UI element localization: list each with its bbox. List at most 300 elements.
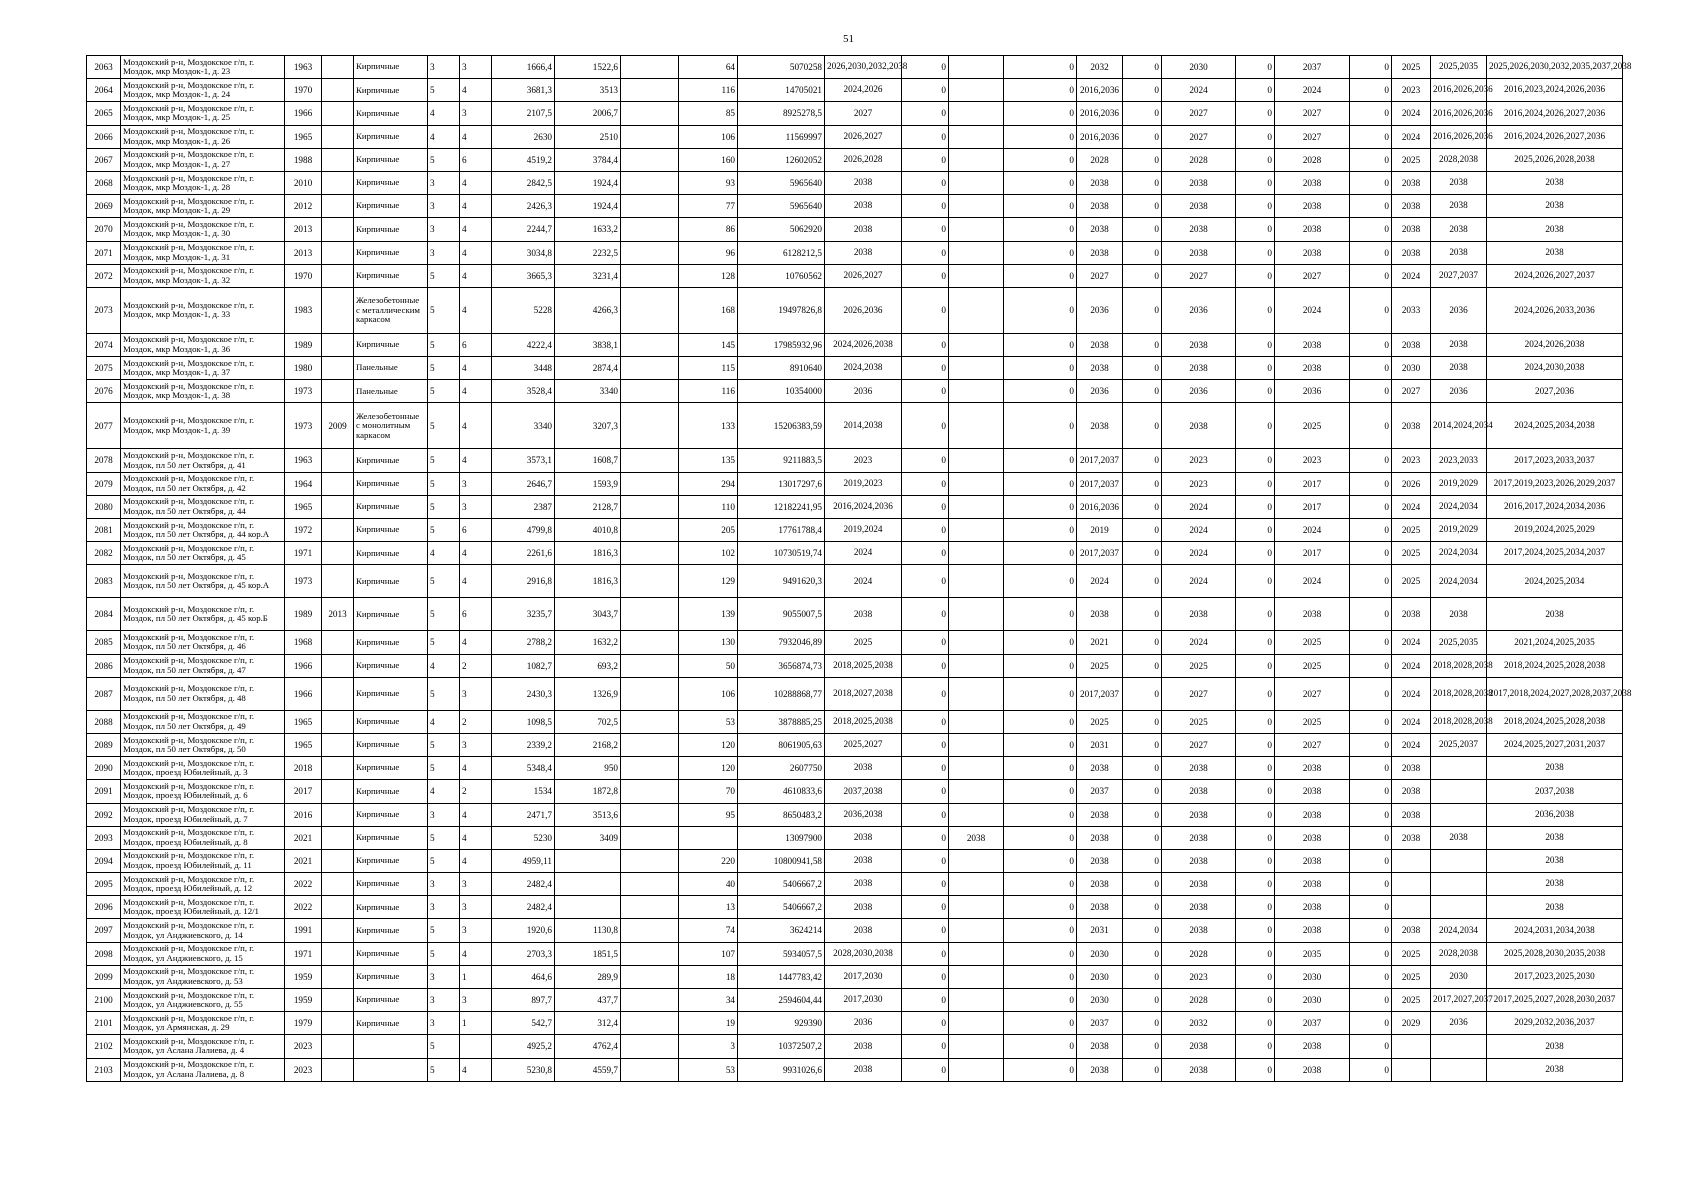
cell-year-built: 2013 <box>285 218 322 241</box>
cell-flag-d: 0 <box>1236 873 1275 896</box>
cell-flag-e: 0 <box>1350 1012 1392 1035</box>
cell-flag-b: 0 <box>1004 598 1077 631</box>
cell-year-a <box>949 803 1004 826</box>
cell-row-number: 2080 <box>87 495 121 518</box>
cell-year-a <box>949 989 1004 1012</box>
cell-year-reconstructed <box>322 873 354 896</box>
cell-years-all: 2018,2024,2025,2028,2038 <box>1487 710 1623 733</box>
cell-flag-d: 0 <box>1236 264 1275 287</box>
cell-wall-material: Кирпичные <box>354 849 428 872</box>
cell-year-c: 2038 <box>1162 826 1236 849</box>
cell-flag-c: 0 <box>1123 733 1162 756</box>
cell-flag-d: 0 <box>1236 287 1275 333</box>
cell-year-b: 2037 <box>1077 780 1123 803</box>
cell-flag-b: 0 <box>1004 896 1077 919</box>
cell-flag-c: 0 <box>1123 565 1162 598</box>
cell-flag-b: 0 <box>1004 803 1077 826</box>
cell-overhaul-years: 2018,2027,2038 <box>825 677 902 710</box>
cell-year-a <box>949 780 1004 803</box>
cell-address: Моздокский р-н, Моздокское г/п, г. Моздок, мкр Моздок-1, д. 24 <box>121 79 285 102</box>
cell-year-b: 2021 <box>1077 631 1123 654</box>
cell-residents: 135 <box>679 449 738 472</box>
cell-years-all: 2027,2036 <box>1487 380 1623 403</box>
cell-year-a <box>949 287 1004 333</box>
cell-flag-a: 0 <box>902 780 949 803</box>
cell-entrances: 3 <box>460 919 492 942</box>
cell-year-c: 2038 <box>1162 357 1236 380</box>
cell-year-d: 2038 <box>1275 171 1350 194</box>
cell-year-e: 2038 <box>1392 757 1431 780</box>
cell-flag-b: 0 <box>1004 826 1077 849</box>
cell-years-f: 2024,2034 <box>1431 495 1487 518</box>
cell-flag-e: 0 <box>1350 380 1392 403</box>
cell-area-extra <box>621 472 679 495</box>
cell-address: Моздокский р-н, Моздокское г/п, г. Моздок, ул Анджиевского, д. 15 <box>121 942 285 965</box>
cell-total-area: 2244,7 <box>492 218 555 241</box>
cell-year-d: 2038 <box>1275 598 1350 631</box>
table-row <box>87 677 1623 710</box>
cell-year-a <box>949 102 1004 125</box>
cell-flag-e: 0 <box>1350 218 1392 241</box>
cell-residents: 168 <box>679 287 738 333</box>
cell-row-number: 2081 <box>87 519 121 542</box>
cell-year-a <box>949 677 1004 710</box>
cell-floors: 3 <box>428 873 460 896</box>
cell-year-d: 2024 <box>1275 287 1350 333</box>
cell-area-extra <box>621 780 679 803</box>
cell-cost: 8061905,63 <box>738 733 825 756</box>
cell-year-b: 2036 <box>1077 287 1123 333</box>
cell-years-all: 2018,2024,2025,2028,2038 <box>1487 654 1623 677</box>
cell-flag-d: 0 <box>1236 942 1275 965</box>
cell-entrances: 3 <box>460 733 492 756</box>
cell-year-a <box>949 56 1004 79</box>
cell-cost: 17761788,4 <box>738 519 825 542</box>
cell-living-area: 1522,6 <box>555 56 621 79</box>
cell-floors: 5 <box>428 919 460 942</box>
cell-year-d: 2038 <box>1275 357 1350 380</box>
cell-flag-b: 0 <box>1004 264 1077 287</box>
cell-residents: 50 <box>679 654 738 677</box>
cell-year-b: 2024 <box>1077 565 1123 598</box>
cell-wall-material: Кирпичные <box>354 654 428 677</box>
cell-year-built: 2017 <box>285 780 322 803</box>
cell-year-a <box>949 849 1004 872</box>
cell-flag-a: 0 <box>902 965 949 988</box>
cell-year-e: 2023 <box>1392 79 1431 102</box>
cell-year-a <box>949 171 1004 194</box>
cell-flag-c: 0 <box>1123 757 1162 780</box>
cell-year-built: 1963 <box>285 56 322 79</box>
cell-entrances: 2 <box>460 710 492 733</box>
cell-years-f: 2028,2038 <box>1431 148 1487 171</box>
cell-year-built: 1971 <box>285 942 322 965</box>
cell-year-c: 2027 <box>1162 264 1236 287</box>
cell-years-all: 2029,2032,2036,2037 <box>1487 1012 1623 1035</box>
cell-flag-a: 0 <box>902 125 949 148</box>
cell-flag-a: 0 <box>902 873 949 896</box>
cell-years-all: 2038 <box>1487 598 1623 631</box>
cell-flag-d: 0 <box>1236 654 1275 677</box>
cell-years-all: 2017,2019,2023,2026,2029,2037 <box>1487 472 1623 495</box>
cell-flag-a: 0 <box>902 102 949 125</box>
cell-years-all: 2021,2024,2025,2035 <box>1487 631 1623 654</box>
cell-entrances: 4 <box>460 826 492 849</box>
cell-year-c: 2038 <box>1162 780 1236 803</box>
cell-year-reconstructed <box>322 333 354 356</box>
cell-flag-c: 0 <box>1123 449 1162 472</box>
cell-flag-e: 0 <box>1350 1035 1392 1058</box>
cell-floors: 5 <box>428 357 460 380</box>
cell-entrances: 6 <box>460 148 492 171</box>
cell-address: Моздокский р-н, Моздокское г/п, г. Моздок, пл 50 лет Октября, д. 42 <box>121 472 285 495</box>
cell-overhaul-years: 2024,2026 <box>825 79 902 102</box>
cell-floors: 5 <box>428 1035 460 1058</box>
cell-overhaul-years: 2025,2027 <box>825 733 902 756</box>
cell-living-area: 2232,5 <box>555 241 621 264</box>
cell-overhaul-years: 2026,2027 <box>825 264 902 287</box>
cell-year-built: 1979 <box>285 1012 322 1035</box>
cell-year-b: 2025 <box>1077 710 1123 733</box>
cell-years-f <box>1431 849 1487 872</box>
cell-flag-b: 0 <box>1004 495 1077 518</box>
cell-year-e: 2025 <box>1392 965 1431 988</box>
cell-year-reconstructed <box>322 631 354 654</box>
table-row <box>87 125 1623 148</box>
cell-area-extra <box>621 849 679 872</box>
cell-total-area: 1666,4 <box>492 56 555 79</box>
cell-entrances: 4 <box>460 287 492 333</box>
cell-living-area: 1608,7 <box>555 449 621 472</box>
cell-year-c: 2024 <box>1162 542 1236 565</box>
cell-cost: 10760562 <box>738 264 825 287</box>
cell-year-c: 2024 <box>1162 519 1236 542</box>
cell-year-e: 2025 <box>1392 565 1431 598</box>
cell-flag-d: 0 <box>1236 218 1275 241</box>
cell-year-b: 2028 <box>1077 148 1123 171</box>
cell-years-all: 2038 <box>1487 896 1623 919</box>
cell-total-area: 3340 <box>492 403 555 449</box>
cell-cost: 3656874,73 <box>738 654 825 677</box>
cell-flag-a: 0 <box>902 849 949 872</box>
cell-years-f: 2024,2034 <box>1431 542 1487 565</box>
cell-living-area: 1924,4 <box>555 195 621 218</box>
cell-years-f: 2038 <box>1431 218 1487 241</box>
cell-year-a <box>949 733 1004 756</box>
cell-row-number: 2097 <box>87 919 121 942</box>
cell-area-extra <box>621 195 679 218</box>
cell-flag-b: 0 <box>1004 710 1077 733</box>
cell-year-e: 2024 <box>1392 102 1431 125</box>
cell-flag-e: 0 <box>1350 542 1392 565</box>
cell-flag-d: 0 <box>1236 710 1275 733</box>
cell-total-area: 3235,7 <box>492 598 555 631</box>
table-row <box>87 1035 1623 1058</box>
cell-floors: 3 <box>428 218 460 241</box>
cell-year-e <box>1392 1035 1431 1058</box>
cell-flag-d: 0 <box>1236 565 1275 598</box>
cell-row-number: 2095 <box>87 873 121 896</box>
cell-years-f: 2024,2034 <box>1431 919 1487 942</box>
cell-address: Моздокский р-н, Моздокское г/п, г. Моздок, ул Аслана Лалиева, д. 4 <box>121 1035 285 1058</box>
cell-overhaul-years: 2026,2030,2032,2038 <box>825 56 902 79</box>
table-row <box>87 449 1623 472</box>
cell-area-extra <box>621 1035 679 1058</box>
cell-area-extra <box>621 380 679 403</box>
cell-area-extra <box>621 710 679 733</box>
cell-overhaul-years: 2036,2038 <box>825 803 902 826</box>
cell-year-b: 2036 <box>1077 380 1123 403</box>
cell-flag-d: 0 <box>1236 780 1275 803</box>
cell-wall-material: Кирпичные <box>354 942 428 965</box>
cell-flag-e: 0 <box>1350 989 1392 1012</box>
cell-year-d: 2017 <box>1275 495 1350 518</box>
cell-year-e: 2038 <box>1392 333 1431 356</box>
cell-residents: 110 <box>679 495 738 518</box>
table-row <box>87 333 1623 356</box>
cell-living-area: 1593,9 <box>555 472 621 495</box>
cell-area-extra <box>621 1058 679 1081</box>
cell-flag-c: 0 <box>1123 195 1162 218</box>
cell-year-built: 2016 <box>285 803 322 826</box>
cell-flag-c: 0 <box>1123 148 1162 171</box>
cell-flag-e: 0 <box>1350 287 1392 333</box>
cell-year-built: 1965 <box>285 710 322 733</box>
cell-year-built: 1965 <box>285 495 322 518</box>
cell-residents: 133 <box>679 403 738 449</box>
cell-row-number: 2067 <box>87 148 121 171</box>
cell-living-area: 2510 <box>555 125 621 148</box>
cell-area-extra <box>621 218 679 241</box>
cell-year-reconstructed <box>322 919 354 942</box>
cell-flag-a: 0 <box>902 631 949 654</box>
cell-wall-material: Кирпичные <box>354 125 428 148</box>
cell-wall-material: Кирпичные <box>354 519 428 542</box>
cell-address: Моздокский р-н, Моздокское г/п, г. Моздок, проезд Юбилейный, д. 6 <box>121 780 285 803</box>
cell-cost: 2607750 <box>738 757 825 780</box>
cell-year-built: 2010 <box>285 171 322 194</box>
table-row <box>87 873 1623 896</box>
cell-area-extra <box>621 495 679 518</box>
cell-flag-b: 0 <box>1004 357 1077 380</box>
cell-year-d: 2035 <box>1275 942 1350 965</box>
cell-year-c: 2038 <box>1162 403 1236 449</box>
cell-total-area: 2482,4 <box>492 873 555 896</box>
cell-total-area: 2426,3 <box>492 195 555 218</box>
cell-year-built: 1980 <box>285 357 322 380</box>
cell-entrances: 4 <box>460 449 492 472</box>
cell-floors: 5 <box>428 849 460 872</box>
cell-overhaul-years: 2038 <box>825 849 902 872</box>
cell-years-all: 2038 <box>1487 757 1623 780</box>
cell-flag-c: 0 <box>1123 403 1162 449</box>
cell-floors: 5 <box>428 826 460 849</box>
cell-year-e: 2038 <box>1392 195 1431 218</box>
cell-flag-b: 0 <box>1004 287 1077 333</box>
cell-year-c: 2038 <box>1162 849 1236 872</box>
cell-overhaul-years: 2019,2023 <box>825 472 902 495</box>
cell-year-e: 2038 <box>1392 919 1431 942</box>
cell-year-c: 2024 <box>1162 495 1236 518</box>
cell-overhaul-years: 2026,2036 <box>825 287 902 333</box>
cell-year-b: 2016,2036 <box>1077 79 1123 102</box>
cell-year-a <box>949 757 1004 780</box>
cell-floors: 4 <box>428 125 460 148</box>
cell-years-all: 2025,2026,2030,2032,2035,2037,2038 <box>1487 56 1623 79</box>
cell-living-area: 1924,4 <box>555 171 621 194</box>
cell-flag-e: 0 <box>1350 965 1392 988</box>
cell-row-number: 2090 <box>87 757 121 780</box>
table-row <box>87 780 1623 803</box>
table-row <box>87 241 1623 264</box>
cell-year-c: 2032 <box>1162 1012 1236 1035</box>
cell-year-a <box>949 195 1004 218</box>
cell-year-b: 2038 <box>1077 171 1123 194</box>
cell-years-f: 2036 <box>1431 287 1487 333</box>
cell-year-e: 2024 <box>1392 631 1431 654</box>
cell-year-d: 2038 <box>1275 896 1350 919</box>
cell-year-d: 2038 <box>1275 873 1350 896</box>
cell-flag-e: 0 <box>1350 757 1392 780</box>
cell-area-extra <box>621 542 679 565</box>
cell-years-f: 2014,2024,2034 <box>1431 403 1487 449</box>
cell-years-f <box>1431 757 1487 780</box>
cell-year-a <box>949 919 1004 942</box>
cell-year-e: 2038 <box>1392 218 1431 241</box>
cell-year-c: 2028 <box>1162 942 1236 965</box>
cell-year-reconstructed <box>322 195 354 218</box>
cell-address: Моздокский р-н, Моздокское г/п, г. Моздок, мкр Моздок-1, д. 37 <box>121 357 285 380</box>
cell-year-b: 2038 <box>1077 803 1123 826</box>
cell-residents: 40 <box>679 873 738 896</box>
cell-entrances: 4 <box>460 79 492 102</box>
cell-residents: 120 <box>679 733 738 756</box>
cell-year-built: 1970 <box>285 79 322 102</box>
cell-year-c: 2027 <box>1162 733 1236 756</box>
cell-residents: 102 <box>679 542 738 565</box>
cell-year-e: 2025 <box>1392 989 1431 1012</box>
cell-flag-d: 0 <box>1236 79 1275 102</box>
cell-flag-c: 0 <box>1123 919 1162 942</box>
cell-flag-d: 0 <box>1236 519 1275 542</box>
cell-address: Моздокский р-н, Моздокское г/п, г. Моздок, пл 50 лет Октября, д. 50 <box>121 733 285 756</box>
cell-residents: 160 <box>679 148 738 171</box>
cell-cost: 13097900 <box>738 826 825 849</box>
cell-year-reconstructed <box>322 942 354 965</box>
cell-address: Моздокский р-н, Моздокское г/п, г. Моздок, ул Армянская, д. 29 <box>121 1012 285 1035</box>
cell-flag-b: 0 <box>1004 218 1077 241</box>
cell-year-b: 2037 <box>1077 1012 1123 1035</box>
cell-total-area: 1534 <box>492 780 555 803</box>
cell-address: Моздокский р-н, Моздокское г/п, г. Моздок, мкр Моздок-1, д. 30 <box>121 218 285 241</box>
cell-flag-e: 0 <box>1350 241 1392 264</box>
cell-wall-material: Кирпичные <box>354 449 428 472</box>
cell-year-c: 2024 <box>1162 565 1236 598</box>
cell-total-area: 2703,3 <box>492 942 555 965</box>
cell-year-b: 2025 <box>1077 654 1123 677</box>
cell-wall-material: Кирпичные <box>354 631 428 654</box>
cell-year-e: 2024 <box>1392 677 1431 710</box>
cell-year-d: 2038 <box>1275 1058 1350 1081</box>
cell-total-area: 2916,8 <box>492 565 555 598</box>
cell-years-all: 2016,2024,2026,2027,2036 <box>1487 125 1623 148</box>
cell-residents: 53 <box>679 1058 738 1081</box>
cell-entrances <box>460 1035 492 1058</box>
cell-flag-a: 0 <box>902 287 949 333</box>
cell-cost: 10288868,77 <box>738 677 825 710</box>
cell-year-e: 2024 <box>1392 733 1431 756</box>
cell-floors: 3 <box>428 171 460 194</box>
cell-year-reconstructed <box>322 654 354 677</box>
cell-area-extra <box>621 565 679 598</box>
cell-year-built: 1973 <box>285 403 322 449</box>
cell-total-area: 3665,3 <box>492 264 555 287</box>
cell-flag-a: 0 <box>902 264 949 287</box>
cell-total-area: 3573,1 <box>492 449 555 472</box>
cell-wall-material: Кирпичные <box>354 803 428 826</box>
cell-year-d: 2017 <box>1275 472 1350 495</box>
cell-flag-b: 0 <box>1004 565 1077 598</box>
cell-year-e: 2026 <box>1392 472 1431 495</box>
cell-entrances: 2 <box>460 780 492 803</box>
cell-floors: 3 <box>428 241 460 264</box>
cell-floors: 4 <box>428 542 460 565</box>
cell-flag-e: 0 <box>1350 896 1392 919</box>
cell-wall-material: Кирпичные <box>354 565 428 598</box>
cell-flag-c: 0 <box>1123 472 1162 495</box>
cell-year-a <box>949 565 1004 598</box>
cell-wall-material: Панельные <box>354 380 428 403</box>
cell-flag-d: 0 <box>1236 380 1275 403</box>
cell-year-d: 2037 <box>1275 1012 1350 1035</box>
cell-flag-c: 0 <box>1123 357 1162 380</box>
cell-residents: 129 <box>679 565 738 598</box>
cell-year-c: 2036 <box>1162 287 1236 333</box>
cell-year-d: 2038 <box>1275 826 1350 849</box>
cell-year-e: 2029 <box>1392 1012 1431 1035</box>
cell-living-area: 3409 <box>555 826 621 849</box>
cell-years-all: 2016,2023,2024,2026,2036 <box>1487 79 1623 102</box>
cell-row-number: 2094 <box>87 849 121 872</box>
cell-year-e: 2024 <box>1392 654 1431 677</box>
cell-year-d: 2038 <box>1275 919 1350 942</box>
cell-year-e: 2024 <box>1392 495 1431 518</box>
cell-flag-a: 0 <box>902 171 949 194</box>
cell-total-area: 2471,7 <box>492 803 555 826</box>
cell-flag-c: 0 <box>1123 710 1162 733</box>
cell-year-c: 2038 <box>1162 873 1236 896</box>
cell-flag-a: 0 <box>902 942 949 965</box>
cell-year-e: 2024 <box>1392 125 1431 148</box>
cell-year-a: 2038 <box>949 826 1004 849</box>
cell-flag-a: 0 <box>902 380 949 403</box>
cell-flag-d: 0 <box>1236 472 1275 495</box>
cell-year-reconstructed <box>322 148 354 171</box>
cell-year-c: 2023 <box>1162 449 1236 472</box>
cell-floors: 5 <box>428 403 460 449</box>
cell-year-a <box>949 896 1004 919</box>
cell-flag-a: 0 <box>902 241 949 264</box>
cell-years-f <box>1431 780 1487 803</box>
cell-year-built: 1983 <box>285 287 322 333</box>
cell-area-extra <box>621 654 679 677</box>
cell-flag-b: 0 <box>1004 519 1077 542</box>
cell-year-built: 1973 <box>285 380 322 403</box>
cell-years-all: 2019,2024,2025,2029 <box>1487 519 1623 542</box>
cell-flag-e: 0 <box>1350 264 1392 287</box>
cell-row-number: 2065 <box>87 102 121 125</box>
cell-flag-e: 0 <box>1350 171 1392 194</box>
